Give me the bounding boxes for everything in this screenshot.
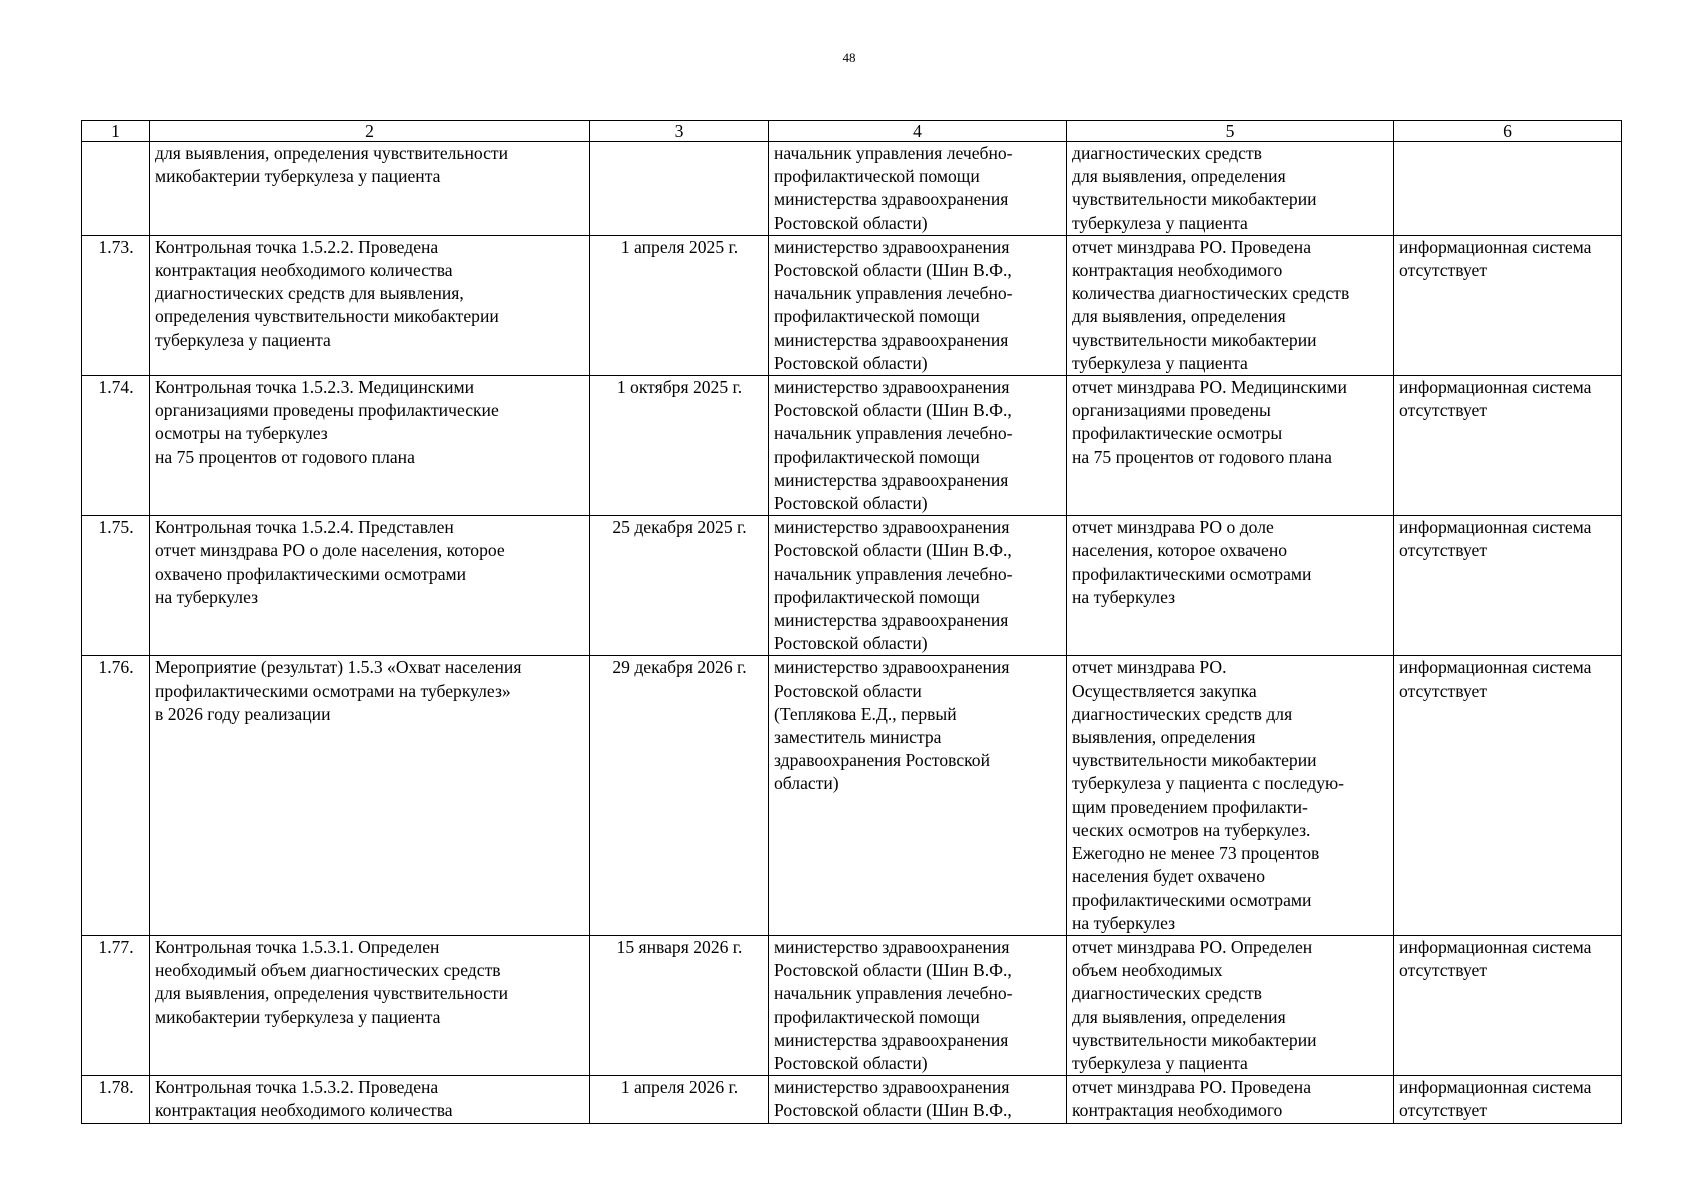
responsible: министерство здравоохранения Ростовской области (Шин В.Ф., начальник управления лечебно- профилактической помощи министерства здравоохранения Ростовской области) [769,935,1067,1075]
responsible: министерство здравоохранения Ростовской области (Шин В.Ф., начальник управления лечебно- профилактической помощи министерства здравоохранения Ростовской области) [769,235,1067,375]
result-description: отчет минздрава РО о доле населения, которое охвачено профилактическими осмотрами на туберкулез [1067,516,1394,656]
activity-name: Контрольная точка 1.5.2.4. Представлен отчет минздрава РО о доле населения, которое охвачено профилактическими осмотрами на туберкулез [150,516,590,656]
result-description: отчет минздрава РО. Осуществляется закупка диагностических средств для выявления, определения чувствительности микобактерии туберкулеза у пациента с последую- щим проведением профилакти- ческих осмотров на туберкулез. Ежегодно не менее 73 процентов населения будет охвачено профилактическими осмотрами на туберкулез [1067,656,1394,935]
page-number: 48 [842,50,856,65]
column-header-6: 6 [1394,121,1622,142]
table-row [82,656,1622,935]
responsible: министерство здравоохранения Ростовской области (Шин В.Ф., начальник управления лечебно- профилактической помощи министерства здравоохранения Ростовской области) [769,376,1067,516]
header-row [82,121,1622,142]
row-number [82,142,150,236]
information-system: информационная система отсутствует [1394,1076,1622,1123]
activity-name: для выявления, определения чувствительности микобактерии туберкулеза у пациента [150,142,590,236]
table-row [82,935,1622,1075]
row-number: 1.78. [82,1076,150,1123]
result-description: отчет минздрава РО. Определен объем необходимых диагностических средств для выявления, определения чувствительности микобактерии туберкулеза у пациента [1067,935,1394,1075]
table-row [82,376,1622,516]
information-system: информационная система отсутствует [1394,516,1622,656]
due-date [590,142,769,236]
activity-name: Мероприятие (результат) 1.5.3 «Охват населения профилактическими осмотрами на туберкулез» в 2026 году реализации [150,656,590,935]
column-header-5: 5 [1067,121,1394,142]
responsible: начальник управления лечебно- профилактической помощи министерства здравоохранения Ростовской области) [769,142,1067,236]
information-system: информационная система отсутствует [1394,935,1622,1075]
information-system: информационная система отсутствует [1394,235,1622,375]
plan-table [81,120,1622,1124]
activity-name: Контрольная точка 1.5.3.1. Определен необходимый объем диагностических средств для выявления, определения чувствительности микобактерии туберкулеза у пациента [150,935,590,1075]
due-date: 29 декабря 2026 г. [590,656,769,935]
result-description: отчет минздрава РО. Проведена контрактация необходимого количества диагностических средств для выявления, определения чувствительности микобактерии туберкулеза у пациента [1067,235,1394,375]
result-description: диагностических средств для выявления, определения чувствительности микобактерии туберкулеза у пациента [1067,142,1394,236]
activity-name: Контрольная точка 1.5.2.3. Медицинскими организациями проведены профилактические осмотры на туберкулез на 75 процентов от годового плана [150,376,590,516]
column-header-3: 3 [590,121,769,142]
table-row [82,142,1622,236]
information-system [1394,142,1622,236]
activity-name: Контрольная точка 1.5.3.2. Проведена контрактация необходимого количества [150,1076,590,1123]
result-description: отчет минздрава РО. Проведена контрактация необходимого [1067,1076,1394,1123]
result-description: отчет минздрава РО. Медицинскими организациями проведены профилактические осмотры на 75 процентов от годового плана [1067,376,1394,516]
responsible: министерство здравоохранения Ростовской области (Шин В.Ф., [769,1076,1067,1123]
row-number: 1.73. [82,235,150,375]
column-header-2: 2 [150,121,590,142]
column-header-4: 4 [769,121,1067,142]
row-number: 1.76. [82,656,150,935]
row-number: 1.77. [82,935,150,1075]
column-header-1: 1 [82,121,150,142]
row-number: 1.75. [82,516,150,656]
information-system: информационная система отсутствует [1394,656,1622,935]
information-system: информационная система отсутствует [1394,376,1622,516]
responsible: министерство здравоохранения Ростовской области (Теплякова Е.Д., первый заместитель министра здравоохранения Ростовской области) [769,656,1067,935]
due-date: 1 апреля 2026 г. [590,1076,769,1123]
activity-name: Контрольная точка 1.5.2.2. Проведена контрактация необходимого количества диагностических средств для выявления, определения чувствительности микобактерии туберкулеза у пациента [150,235,590,375]
table-row [82,235,1622,375]
responsible: министерство здравоохранения Ростовской области (Шин В.Ф., начальник управления лечебно- профилактической помощи министерства здравоохранения Ростовской области) [769,516,1067,656]
table-row [82,516,1622,656]
table-row [82,1076,1622,1123]
due-date: 1 октября 2025 г. [590,376,769,516]
due-date: 25 декабря 2025 г. [590,516,769,656]
row-number: 1.74. [82,376,150,516]
due-date: 15 января 2026 г. [590,935,769,1075]
due-date: 1 апреля 2025 г. [590,235,769,375]
